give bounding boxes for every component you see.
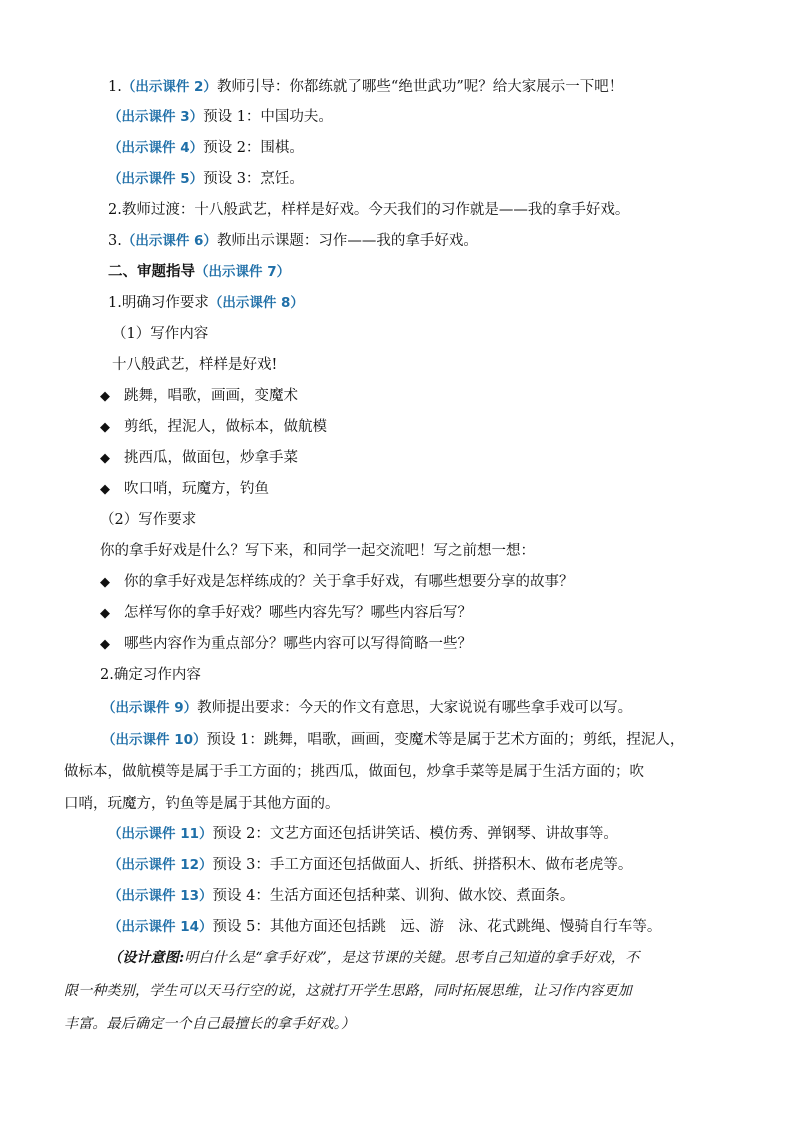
courseware-tag: （出示课件 6） — [121, 233, 217, 249]
list-item: ◆ 跳舞，唱歌，画画，变魔术 — [100, 385, 298, 408]
diamond-bullet-icon: ◆ — [100, 637, 110, 652]
courseware-tag: （出示课件 5） — [108, 171, 204, 187]
prompt-line: 你的拿手好戏是什么？写下来，和同学一起交流吧！写之前想一想： — [100, 543, 535, 559]
step-1-line: 1.（出示课件 2）教师引导：你都练就了哪些“绝世武功”呢？给大家展示一下吧！ — [108, 79, 624, 95]
writing-requirements-label: （2）写作要求 — [100, 512, 197, 528]
preset-line: （出示课件 13）预设 4：生活方面还包括种菜、训狗、做水饺、煮面条。 — [108, 888, 575, 904]
paragraph-line: 口哨，玩魔方，钓鱼等是属于其他方面的。 — [64, 796, 340, 812]
subheading-content: 2.确定习作内容 — [100, 667, 201, 683]
courseware-tag: （出示课件 2） — [121, 79, 217, 95]
preset-line: （出示课件 12）预设 3：手工方面还包括做面人、折纸、拼搭积木、做布老虎等。 — [108, 857, 633, 873]
diamond-bullet-icon: ◆ — [100, 451, 110, 466]
courseware-tag: （出示课件 7） — [195, 264, 291, 280]
slogan-line: 十八般武艺，样样是好戏! — [112, 357, 278, 373]
courseware-tag: （出示课件 9） — [102, 700, 198, 716]
preset-line: （出示课件 14）预设 5：其他方面还包括跳 远、游 泳、花式跳绳、慢骑自行车等。 — [108, 919, 662, 935]
diamond-bullet-icon: ◆ — [100, 575, 110, 590]
paragraph-line: 做标本，做航模等是属于手工方面的；挑西瓜，做面包，炒拿手菜等是属于生活方面的；吹 — [64, 764, 644, 780]
courseware-tag: （出示课件 8） — [208, 295, 304, 311]
diamond-bullet-icon: ◆ — [100, 420, 110, 435]
step-2-line: 2.教师过渡：十八般武艺，样样是好戏。今天我们的习作就是——我的拿手好戏。 — [108, 202, 630, 218]
diamond-bullet-icon: ◆ — [100, 389, 110, 404]
list-item: ◆ 怎样写你的拿手好戏？哪些内容先写？哪些内容后写？ — [100, 602, 472, 625]
step-3-line: 3.（出示课件 6）教师出示课题：习作——我的拿手好戏。 — [108, 233, 478, 249]
courseware-tag: （出示课件 3） — [108, 109, 204, 125]
courseware-tag: （出示课件 14） — [108, 919, 213, 935]
section-heading: 二、审题指导（出示课件 7） — [108, 263, 291, 280]
writing-content-label: （1）写作内容 — [112, 326, 209, 342]
design-intent-line: 丰富。最后确定一个自己最擅长的拿手好戏。） — [64, 1016, 356, 1032]
courseware-tag: （出示课件 11） — [108, 826, 213, 842]
diamond-bullet-icon: ◆ — [100, 606, 110, 621]
list-item: ◆ 吹口哨，玩魔方，钓鱼 — [100, 478, 269, 501]
design-intent-line: 限一种类别，学生可以天马行空的说，这就打开学生思路，同时拓展思维，让习作内容更加 — [64, 983, 632, 999]
list-item: ◆ 哪些内容作为重点部分？哪些内容可以写得简略一些？ — [100, 633, 472, 656]
preset-categories-line: （出示课件 10）预设 1：跳舞，唱歌，画画，变魔术等是属于艺术方面的；剪纸，捏泥人， — [102, 732, 685, 748]
courseware-tag: （出示课件 4） — [108, 140, 204, 156]
courseware-tag: （出示课件 12） — [108, 857, 213, 873]
list-item: ◆ 你的拿手好戏是怎样练成的？关于拿手好戏，有哪些想要分享的故事？ — [100, 571, 574, 594]
preset-2-line: （出示课件 4）预设 2：围棋。 — [108, 140, 304, 156]
preset-1-line: （出示课件 3）预设 1：中国功夫。 — [108, 109, 333, 125]
preset-3-line: （出示课件 5）预设 3：烹饪。 — [108, 171, 304, 187]
list-item: ◆ 挑西瓜，做面包，炒拿手菜 — [100, 447, 298, 470]
courseware-tag: （出示课件 13） — [108, 888, 213, 904]
courseware-tag: （出示课件 10） — [102, 732, 207, 748]
teacher-request-line: （出示课件 9）教师提出要求：今天的作文有意思，大家说说有哪些拿手戏可以写。 — [102, 700, 633, 716]
diamond-bullet-icon: ◆ — [100, 482, 110, 497]
subheading-requirements: 1.明确习作要求（出示课件 8） — [108, 295, 304, 311]
list-item: ◆ 剪纸，捏泥人，做标本，做航模 — [100, 416, 327, 439]
design-intent-line: （设计意图:明白什么是“拿手好戏”，是这节课的关键。思考自己知道的拿手好戏，不 — [108, 950, 640, 966]
preset-line: （出示课件 11）预设 2：文艺方面还包括讲笑话、模仿秀、弹钢琴、讲故事等。 — [108, 826, 618, 842]
